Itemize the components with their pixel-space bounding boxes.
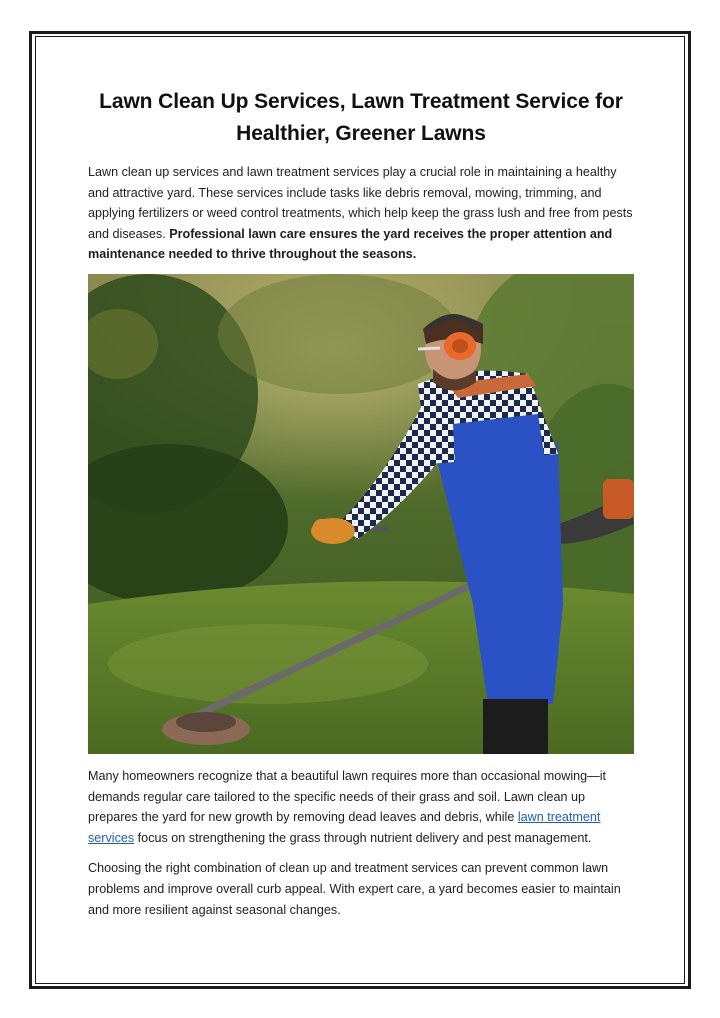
body-text-before: Many homeowners recognize that a beautiful lawn requires more than occasional mowing—it demands regular care tailored to the specific needs of their grass and soil. Lawn clean up prepares the yard for new growth by removing dead leaves and debris, while — [88, 768, 607, 825]
intro-bold-text: Professional lawn care ensures the yard receives the proper attention and maintenance needed to thrive throughout the seasons. — [88, 226, 613, 262]
page-title: Lawn Clean Up Services, Lawn Treatment Service for Healthier, Greener Lawns — [99, 90, 623, 145]
intro-paragraph — [88, 162, 634, 265]
lawn-treatment-services-link[interactable]: lawn treatment services — [88, 810, 601, 845]
closing-paragraph: Choosing the right combination of clean up and treatment services can prevent common lawn problems and improve overall curb appeal. With expert care, a yard becomes easier to maintain and more resilient against seasonal changes. — [88, 861, 621, 917]
intro-text: Lawn clean up services and lawn treatment services play a crucial role in maintaining a healthy and attractive yard. These services include tasks like debris removal, mowing, trimming, and applying fertilizers or weed control treatments, which help keep the grass lush and free from pests and diseases. — [88, 165, 633, 241]
body-text-after: focus on strengthening the grass through nutrient delivery and pest management. — [134, 830, 592, 845]
body-paragraph — [88, 766, 634, 848]
document-content — [88, 86, 634, 920]
gardener-photo — [88, 274, 634, 754]
